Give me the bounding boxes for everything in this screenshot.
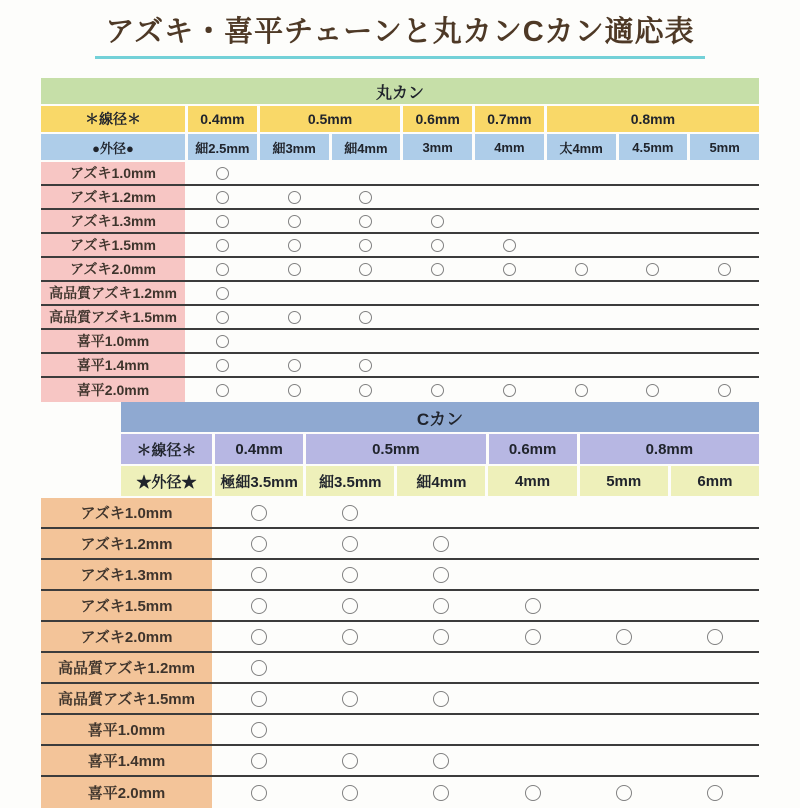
compatibility-cell-empty	[690, 282, 759, 304]
chain-row-label: 喜平1.4mm	[41, 746, 212, 775]
outer-diameter-cell: 5mm	[690, 134, 759, 160]
wire-diameter-cell: 0.8mm	[547, 106, 759, 132]
compatibility-cell-marked	[671, 777, 759, 808]
compatible-circle-mark	[288, 359, 301, 372]
compatible-circle-mark	[288, 215, 301, 228]
compatibility-cell-empty	[488, 560, 576, 589]
compatibility-cell-empty	[488, 684, 576, 713]
compatible-circle-mark	[342, 629, 358, 645]
maru-kan-wire-diameter-row	[41, 106, 759, 132]
chain-row-label: アズキ1.3mm	[41, 210, 185, 232]
chain-row-label: アズキ1.5mm	[41, 591, 212, 620]
compatibility-cell-empty	[580, 715, 668, 744]
compatible-circle-mark	[251, 629, 267, 645]
compatibility-cell-marked	[332, 378, 401, 402]
outer-diameter-cell: 細4mm	[397, 466, 485, 496]
compatible-circle-mark	[251, 785, 267, 801]
outer-diameter-cell: 極細3.5mm	[215, 466, 303, 496]
compatible-circle-mark	[503, 239, 516, 252]
compatibility-cell-empty	[671, 684, 759, 713]
compatible-circle-mark	[431, 239, 444, 252]
chain-row-label: 高品質アズキ1.2mm	[41, 653, 212, 682]
compatibility-cell-empty	[547, 282, 616, 304]
compatibility-cell-empty	[475, 210, 544, 232]
compatibility-cell-empty	[547, 330, 616, 352]
compatible-circle-mark	[216, 239, 229, 252]
compatibility-cell-marked	[306, 529, 394, 558]
outer-diameter-cell: 4.5mm	[619, 134, 688, 160]
compatibility-cell-empty	[475, 330, 544, 352]
compatibility-cell-marked	[306, 684, 394, 713]
chain-row-label: 高品質アズキ1.5mm	[41, 684, 212, 713]
compatibility-cell-marked	[397, 560, 485, 589]
compatibility-cell-empty	[580, 653, 668, 682]
compatible-circle-mark	[288, 239, 301, 252]
compatibility-cell-empty	[619, 186, 688, 208]
compatibility-cell-marked	[188, 330, 257, 352]
table-row	[41, 560, 759, 591]
c-kan-table	[41, 402, 759, 808]
compatible-circle-mark	[251, 691, 267, 707]
compatibility-cell-marked	[397, 684, 485, 713]
compatibility-cell-marked	[690, 258, 759, 280]
compatible-circle-mark	[251, 536, 267, 552]
table-row	[41, 591, 759, 622]
compatible-circle-mark	[433, 536, 449, 552]
compatibility-cell-marked	[671, 622, 759, 651]
compatible-circle-mark	[288, 311, 301, 324]
compatibility-cell-empty	[332, 330, 401, 352]
compatibility-cell-empty	[332, 162, 401, 184]
table-row	[41, 715, 759, 746]
compatible-circle-mark	[359, 191, 372, 204]
table-row	[41, 378, 759, 402]
wire-diameter-cell: 0.4mm	[215, 434, 303, 464]
compatibility-cell-empty	[580, 746, 668, 775]
compatibility-cell-empty	[260, 330, 329, 352]
compatibility-cell-empty	[671, 560, 759, 589]
compatibility-cell-marked	[215, 653, 303, 682]
compatibility-cell-empty	[619, 306, 688, 328]
outer-diameter-cell: 6mm	[671, 466, 759, 496]
compatibility-cell-marked	[475, 234, 544, 256]
outer-diameter-cell: 細3mm	[260, 134, 329, 160]
compatibility-cell-marked	[397, 591, 485, 620]
compatibility-cell-marked	[332, 234, 401, 256]
title-area	[0, 0, 800, 59]
chain-row-label: アズキ2.0mm	[41, 622, 212, 651]
compatible-circle-mark	[251, 598, 267, 614]
compatible-circle-mark	[431, 263, 444, 276]
chain-row-label: アズキ1.2mm	[41, 529, 212, 558]
maru-kan-table-title: 丸カン	[41, 78, 759, 104]
compatibility-cell-marked	[188, 258, 257, 280]
compatibility-cell-empty	[690, 306, 759, 328]
compatible-circle-mark	[216, 384, 229, 397]
compatibility-cell-marked	[306, 560, 394, 589]
table-row	[41, 210, 759, 234]
compatibility-cell-marked	[188, 306, 257, 328]
outer-diameter-cell: 4mm	[475, 134, 544, 160]
compatible-circle-mark	[342, 505, 358, 521]
wire-diameter-label: ＊線径＊	[121, 434, 212, 464]
table-row	[41, 622, 759, 653]
compatibility-cell-empty	[619, 354, 688, 376]
compatibility-cell-marked	[397, 746, 485, 775]
compatibility-cell-empty	[547, 234, 616, 256]
compatible-circle-mark	[251, 753, 267, 769]
compatible-circle-mark	[718, 263, 731, 276]
compatibility-cell-marked	[397, 777, 485, 808]
compatible-circle-mark	[433, 785, 449, 801]
outer-diameter-cell: 細4mm	[332, 134, 401, 160]
compatible-circle-mark	[288, 191, 301, 204]
compatibility-cell-empty	[260, 162, 329, 184]
compatibility-cell-marked	[306, 622, 394, 651]
compatibility-cell-empty	[547, 210, 616, 232]
chain-row-label: アズキ1.0mm	[41, 162, 185, 184]
table-row	[41, 330, 759, 354]
outer-diameter-cell: 3mm	[403, 134, 472, 160]
outer-diameter-cell: 4mm	[488, 466, 576, 496]
table-row	[41, 653, 759, 684]
compatibility-cell-marked	[215, 715, 303, 744]
compatibility-cell-marked	[332, 210, 401, 232]
compatibility-cell-marked	[580, 777, 668, 808]
compatibility-cell-marked	[188, 234, 257, 256]
compatible-circle-mark	[251, 567, 267, 583]
compatibility-cell-empty	[475, 354, 544, 376]
compatibility-cell-empty	[547, 162, 616, 184]
compatibility-cell-marked	[215, 684, 303, 713]
table-row	[41, 306, 759, 330]
compatibility-cell-empty	[580, 498, 668, 527]
compatibility-cell-empty	[619, 210, 688, 232]
compatible-circle-mark	[433, 598, 449, 614]
compatibility-cell-empty	[580, 684, 668, 713]
compatibility-cell-empty	[403, 354, 472, 376]
compatible-circle-mark	[575, 384, 588, 397]
compatibility-cell-marked	[260, 234, 329, 256]
outer-diameter-cell: 太4mm	[547, 134, 616, 160]
compatibility-cell-marked	[188, 162, 257, 184]
compatibility-cell-marked	[215, 498, 303, 527]
chain-row-label: アズキ1.2mm	[41, 186, 185, 208]
compatibility-cell-empty	[488, 746, 576, 775]
compatibility-cell-empty	[671, 715, 759, 744]
compatibility-cell-marked	[215, 746, 303, 775]
compatible-circle-mark	[616, 785, 632, 801]
c-kan-table-body	[41, 498, 759, 808]
chain-row-label: 喜平1.0mm	[41, 715, 212, 744]
maru-kan-table-body	[41, 162, 759, 402]
table-row	[41, 186, 759, 210]
compatibility-cell-empty	[690, 186, 759, 208]
compatible-circle-mark	[707, 629, 723, 645]
compatibility-cell-marked	[332, 258, 401, 280]
chain-row-label: 高品質アズキ1.2mm	[41, 282, 185, 304]
compatibility-cell-marked	[260, 354, 329, 376]
wire-diameter-label: ＊線径＊	[41, 106, 185, 132]
compatibility-cell-marked	[188, 210, 257, 232]
compatible-circle-mark	[359, 359, 372, 372]
compatible-circle-mark	[216, 287, 229, 300]
compatibility-cell-marked	[403, 258, 472, 280]
compatible-circle-mark	[251, 722, 267, 738]
table-row	[41, 162, 759, 186]
table-row	[41, 746, 759, 777]
compatibility-cell-marked	[332, 186, 401, 208]
compatibility-cell-empty	[397, 653, 485, 682]
compatible-circle-mark	[251, 660, 267, 676]
compatibility-cell-empty	[488, 498, 576, 527]
compatibility-cell-marked	[475, 258, 544, 280]
compatibility-cell-marked	[397, 622, 485, 651]
compatibility-cell-marked	[488, 591, 576, 620]
compatibility-cell-marked	[188, 282, 257, 304]
outer-diameter-label: ★外径★	[121, 466, 212, 496]
chain-row-label: 喜平2.0mm	[41, 777, 212, 808]
compatibility-cell-empty	[475, 282, 544, 304]
compatibility-cell-marked	[215, 591, 303, 620]
compatibility-cell-marked	[403, 234, 472, 256]
compatible-circle-mark	[342, 753, 358, 769]
compatibility-cell-marked	[306, 498, 394, 527]
wire-diameter-cell: 0.7mm	[475, 106, 544, 132]
compatibility-cell-empty	[671, 653, 759, 682]
wire-diameter-cell: 0.6mm	[403, 106, 472, 132]
compatibility-cell-empty	[619, 162, 688, 184]
compatible-circle-mark	[525, 598, 541, 614]
maru-kan-outer-diameter-row	[41, 134, 759, 160]
compatibility-cell-marked	[619, 258, 688, 280]
compatibility-cell-marked	[580, 622, 668, 651]
compatibility-cell-empty	[619, 282, 688, 304]
table-row	[41, 282, 759, 306]
compatibility-cell-marked	[332, 306, 401, 328]
compatible-circle-mark	[433, 629, 449, 645]
compatibility-cell-marked	[260, 306, 329, 328]
compatible-circle-mark	[616, 629, 632, 645]
wire-diameter-cell: 0.5mm	[260, 106, 401, 132]
chain-row-label: アズキ1.5mm	[41, 234, 185, 256]
chain-row-label: 喜平1.4mm	[41, 354, 185, 376]
compatibility-cell-empty	[397, 498, 485, 527]
compatible-circle-mark	[503, 384, 516, 397]
compatibility-cell-empty	[397, 715, 485, 744]
compatibility-cell-empty	[488, 715, 576, 744]
compatible-circle-mark	[433, 567, 449, 583]
compatibility-cell-empty	[547, 354, 616, 376]
compatibility-cell-marked	[306, 591, 394, 620]
chain-row-label: アズキ1.3mm	[41, 560, 212, 589]
compatible-circle-mark	[431, 215, 444, 228]
compatibility-cell-empty	[690, 210, 759, 232]
chain-row-label: 高品質アズキ1.5mm	[41, 306, 185, 328]
table-row	[41, 354, 759, 378]
outer-diameter-cell: 5mm	[580, 466, 668, 496]
compatibility-cell-empty	[488, 529, 576, 558]
compatibility-cell-empty	[306, 715, 394, 744]
chain-row-label: アズキ2.0mm	[41, 258, 185, 280]
compatibility-cell-empty	[671, 498, 759, 527]
compatibility-cell-empty	[580, 591, 668, 620]
compatibility-cell-empty	[403, 162, 472, 184]
compatible-circle-mark	[359, 215, 372, 228]
compatibility-cell-marked	[306, 746, 394, 775]
compatible-circle-mark	[216, 311, 229, 324]
compatible-circle-mark	[342, 691, 358, 707]
compatible-circle-mark	[251, 505, 267, 521]
compatibility-cell-marked	[260, 210, 329, 232]
compatibility-cell-empty	[547, 306, 616, 328]
compatibility-cell-empty	[690, 330, 759, 352]
compatibility-cell-empty	[690, 162, 759, 184]
compatibility-cell-empty	[403, 186, 472, 208]
table-row	[41, 258, 759, 282]
compatibility-cell-marked	[215, 560, 303, 589]
compatible-circle-mark	[216, 167, 229, 180]
compatibility-cell-empty	[619, 330, 688, 352]
compatibility-cell-marked	[403, 210, 472, 232]
compatible-circle-mark	[707, 785, 723, 801]
compatibility-cell-empty	[619, 234, 688, 256]
wire-diameter-cell: 0.6mm	[489, 434, 577, 464]
compatible-circle-mark	[525, 629, 541, 645]
compatibility-cell-empty	[690, 234, 759, 256]
compatible-circle-mark	[216, 335, 229, 348]
outer-diameter-label: ●外径●	[41, 134, 185, 160]
compatibility-cell-empty	[475, 306, 544, 328]
chain-row-label: 喜平2.0mm	[41, 378, 185, 402]
compatibility-cell-empty	[671, 591, 759, 620]
compatibility-cell-marked	[260, 186, 329, 208]
table-row	[41, 777, 759, 808]
compatible-circle-mark	[216, 359, 229, 372]
compatibility-cell-empty	[475, 162, 544, 184]
compatibility-cell-marked	[332, 354, 401, 376]
c-kan-table-title: Cカン	[121, 402, 759, 432]
compatibility-cell-empty	[580, 560, 668, 589]
compatibility-cell-empty	[488, 653, 576, 682]
wire-diameter-cell: 0.8mm	[580, 434, 759, 464]
compatibility-cell-empty	[403, 282, 472, 304]
compatible-circle-mark	[359, 311, 372, 324]
chain-row-label: アズキ1.0mm	[41, 498, 212, 527]
table-row	[41, 684, 759, 715]
compatibility-cell-empty	[690, 354, 759, 376]
c-kan-outer-diameter-row	[121, 466, 759, 496]
compatible-circle-mark	[342, 598, 358, 614]
outer-diameter-cell: 細2.5mm	[188, 134, 257, 160]
compatibility-cell-marked	[488, 777, 576, 808]
compatible-circle-mark	[646, 263, 659, 276]
compatible-circle-mark	[342, 567, 358, 583]
compatibility-cell-marked	[619, 378, 688, 402]
compatible-circle-mark	[646, 384, 659, 397]
compatibility-cell-marked	[547, 258, 616, 280]
compatibility-cell-empty	[403, 330, 472, 352]
compatible-circle-mark	[216, 191, 229, 204]
compatibility-cell-marked	[215, 529, 303, 558]
wire-diameter-cell: 0.4mm	[188, 106, 257, 132]
chain-row-label: 喜平1.0mm	[41, 330, 185, 352]
outer-diameter-cell: 細3.5mm	[306, 466, 394, 496]
compatible-circle-mark	[433, 691, 449, 707]
table-row	[41, 234, 759, 258]
compatibility-cell-empty	[306, 653, 394, 682]
maru-kan-table	[41, 78, 759, 402]
compatibility-cell-empty	[580, 529, 668, 558]
compatible-circle-mark	[431, 384, 444, 397]
compatibility-cell-empty	[475, 186, 544, 208]
compatible-circle-mark	[503, 263, 516, 276]
compatible-circle-mark	[525, 785, 541, 801]
table-row	[41, 529, 759, 560]
compatible-circle-mark	[288, 263, 301, 276]
compatible-circle-mark	[216, 263, 229, 276]
compatibility-cell-marked	[188, 186, 257, 208]
page-title: アズキ・喜平チェーンと丸カンCカン適応表	[95, 16, 704, 59]
compatibility-cell-marked	[547, 378, 616, 402]
wire-diameter-cell: 0.5mm	[306, 434, 485, 464]
table-row	[41, 498, 759, 529]
compatibility-cell-marked	[215, 622, 303, 651]
compatibility-cell-marked	[403, 378, 472, 402]
compatibility-cell-empty	[260, 282, 329, 304]
compatibility-cell-marked	[488, 622, 576, 651]
compatibility-cell-marked	[397, 529, 485, 558]
compatibility-cell-marked	[215, 777, 303, 808]
compatible-circle-mark	[288, 384, 301, 397]
compatible-circle-mark	[216, 215, 229, 228]
compatible-circle-mark	[342, 785, 358, 801]
compatibility-cell-marked	[690, 378, 759, 402]
compatibility-cell-empty	[332, 282, 401, 304]
compatibility-cell-marked	[260, 258, 329, 280]
compatibility-cell-marked	[260, 378, 329, 402]
c-kan-wire-diameter-row	[121, 434, 759, 464]
compatible-circle-mark	[433, 753, 449, 769]
compatibility-cell-empty	[671, 746, 759, 775]
compatible-circle-mark	[359, 239, 372, 252]
compatible-circle-mark	[359, 384, 372, 397]
compatible-circle-mark	[718, 384, 731, 397]
compatibility-cell-marked	[306, 777, 394, 808]
compatibility-cell-empty	[547, 186, 616, 208]
compatibility-cell-empty	[671, 529, 759, 558]
compatibility-cell-empty	[403, 306, 472, 328]
compatible-circle-mark	[342, 536, 358, 552]
compatibility-cell-marked	[188, 354, 257, 376]
compatible-circle-mark	[359, 263, 372, 276]
compatibility-cell-marked	[188, 378, 257, 402]
compatible-circle-mark	[575, 263, 588, 276]
compatibility-cell-marked	[475, 378, 544, 402]
